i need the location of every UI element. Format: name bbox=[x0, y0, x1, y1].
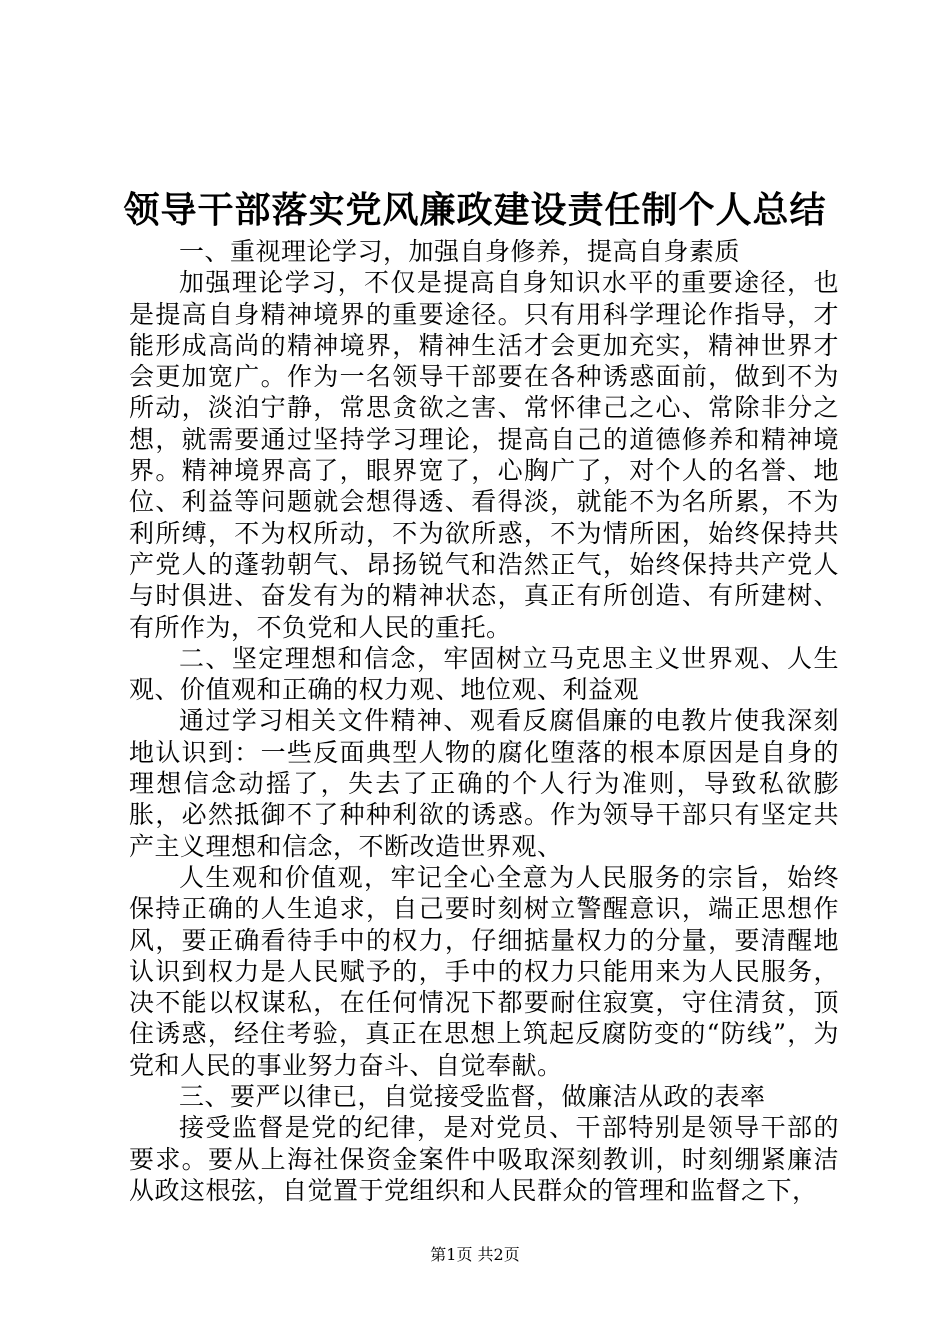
paragraph-4: 接受监督是党的纪律，是对党员、干部特别是领导干部的要求。要从上海社保资金案件中吸取深刻教训，时刻绷紧廉洁从政这根弦，自觉置于党组织和人民群众的管理和监督之下， bbox=[129, 1113, 839, 1205]
document-body bbox=[129, 236, 839, 1206]
paragraph-3: 人生观和价值观，牢记全心全意为人民服务的宗旨，始终保持正确的人生追求，自己要时刻树立警醒意识，端正思想作风，要正确看待手中的权力，仔细掂量权力的分量，要清醒地认识到权力是人民赋予的，手中的权力只能用来为人民服务，决不能以权谋私，在任何情况下都要耐住寂寞，守住清贫，顶住诱惑，经住考验，真正在思想上筑起反腐防变的“防线”，为党和人民的事业努力奋斗、自觉奉献。 bbox=[129, 862, 839, 1080]
document-title: 领导干部落实党风廉政建设责任制个人总结 bbox=[123, 189, 827, 231]
paragraph-1: 加强理论学习，不仅是提高自身知识水平的重要途径，也是提高自身精神境界的重要途径。只有用科学理论作指导，才能形成高尚的精神境界，精神生活才会更加充实，精神世界才会更加宽广。作为一名领导干部要在各种诱惑面前，做到不为所动，淡泊宁静，常思贪欲之害、常怀律己之心、常除非分之想，就需要通过坚持学习理论，提高自己的道德修养和精神境界。精神境界高了，眼界宽了，心胸广了，对个人的名誉、地位、利益等问题就会想得透、看得淡，就能不为名所累，不为利所缚，不为权所动，不为欲所惑，不为情所困，始终保持共产党人的蓬勃朝气、昂扬锐气和浩然正气，始终保持共产党人与时俱进、奋发有为的精神状态，真正有所创造、有所建树、有所作为，不负党和人民的重托。 bbox=[129, 268, 839, 642]
section-heading-3: 三、要严以律已，自觉接受监督，做廉洁从政的表率 bbox=[179, 1082, 766, 1112]
section-heading-1: 一、重视理论学习，加强自身修养，提高自身素质 bbox=[179, 237, 741, 266]
paragraph-2: 通过学习相关文件精神、观看反腐倡廉的电教片使我深刻地认识到：一些反面典型人物的腐化堕落的根本原因是自身的理想信念动摇了，失去了正确的个人行为准则，导致私欲膨胀，必然抵御不了种种利欲的诱惑。作为领导干部只有坚定共产主义理想和信念，不断改造世界观、 bbox=[129, 706, 839, 861]
page-footer: 第1页 共2页 bbox=[430, 1245, 520, 1264]
section-heading-2: 二、坚定理想和信念，牢固树立马克思主义世界观、人生观、价值观和正确的权力观、地位观、利益观 bbox=[129, 643, 839, 705]
